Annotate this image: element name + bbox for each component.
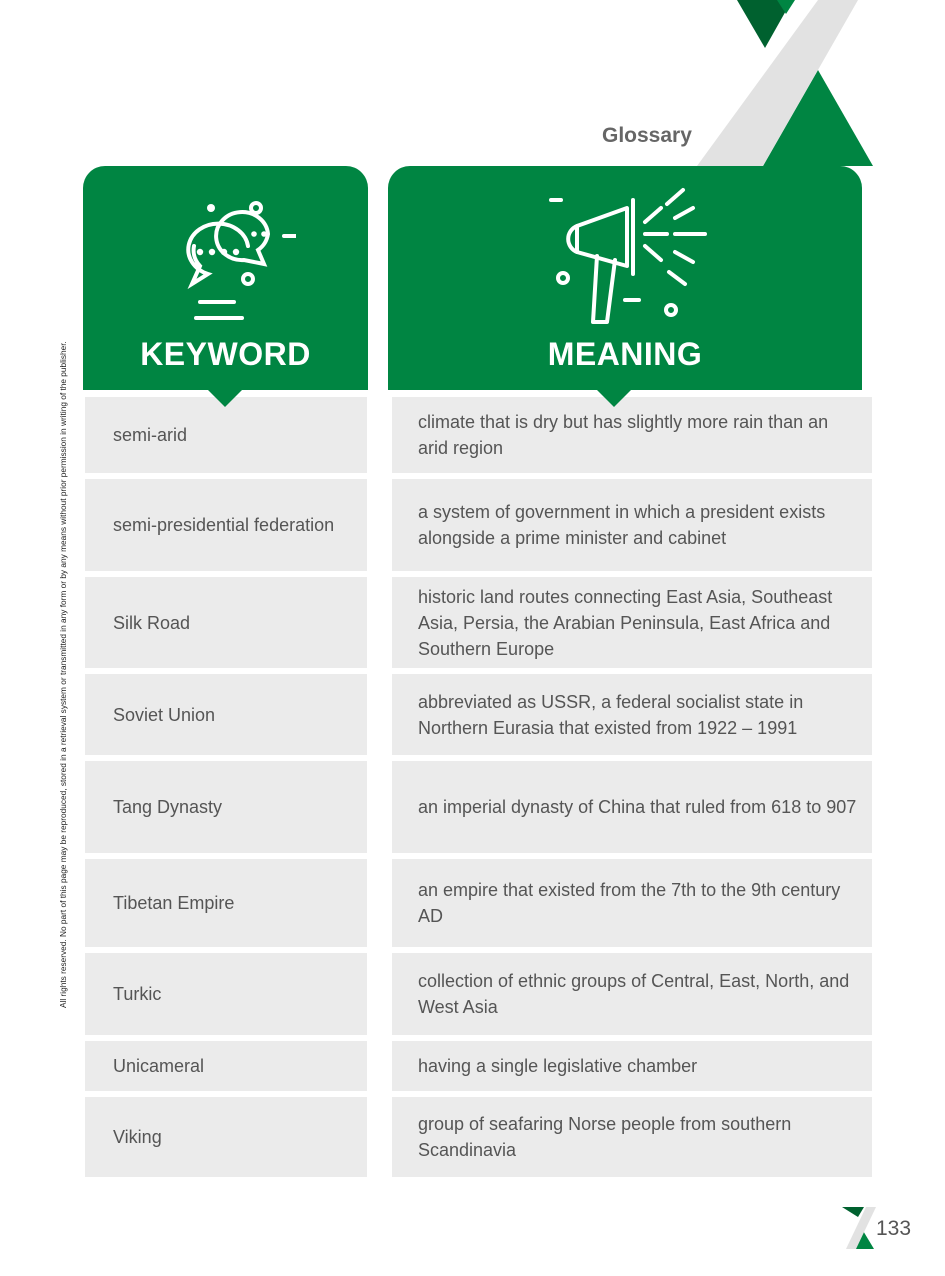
keyword-cell: Tibetan Empire: [85, 859, 367, 947]
keyword-cell: Tang Dynasty: [85, 761, 367, 853]
corner-decoration: [0, 0, 945, 170]
keyword-cell: Viking: [85, 1097, 367, 1177]
meaning-cell: a system of government in which a president exists alongside a prime minister and cabinet: [392, 479, 872, 571]
section-title: Glossary: [602, 124, 692, 147]
meaning-cell: collection of ethnic groups of Central, East, North, and West Asia: [392, 953, 872, 1035]
meaning-cell: historic land routes connecting East Asia, Southeast Asia, Persia, the Arabian Peninsula, East Africa and Southern Europe: [392, 577, 872, 668]
meaning-header: [388, 166, 862, 390]
meaning-cell: group of seafaring Norse people from southern Scandinavia: [392, 1097, 872, 1177]
meaning-header-pointer: [596, 389, 632, 407]
keyword-header-pointer: [207, 389, 243, 407]
meaning-cell: having a single legislative chamber: [392, 1041, 872, 1091]
megaphone-icon: [535, 186, 715, 331]
meaning-column-title: MEANING: [547, 336, 703, 372]
keyword-column-title: KEYWORD: [140, 336, 311, 372]
keyword-header: [83, 166, 368, 390]
keyword-cell: semi-arid: [85, 397, 367, 473]
page-number: 133: [876, 1217, 912, 1240]
meaning-cell: abbreviated as USSR, a federal socialist state in Northern Eurasia that existed from 1922 – 1991: [392, 674, 872, 755]
speech-bubbles-icon: [156, 186, 296, 326]
meaning-cell: an empire that existed from the 7th to the 9th century AD: [392, 859, 872, 947]
copyright-note: All rights reserved. No part of this page may be reproduced, stored in a retrieval system or transmitted in any form or by any means without prior permission in writing of the publisher.: [58, 341, 68, 1008]
keyword-cell: Turkic: [85, 953, 367, 1035]
keyword-cell: Silk Road: [85, 577, 367, 668]
meaning-cell: climate that is dry but has slightly more rain than an arid region: [392, 397, 872, 473]
keyword-cell: Soviet Union: [85, 674, 367, 755]
meaning-cell: an imperial dynasty of China that ruled from 618 to 907: [392, 761, 872, 853]
keyword-cell: Unicameral: [85, 1041, 367, 1091]
keyword-cell: semi-presidential federation: [85, 479, 367, 571]
